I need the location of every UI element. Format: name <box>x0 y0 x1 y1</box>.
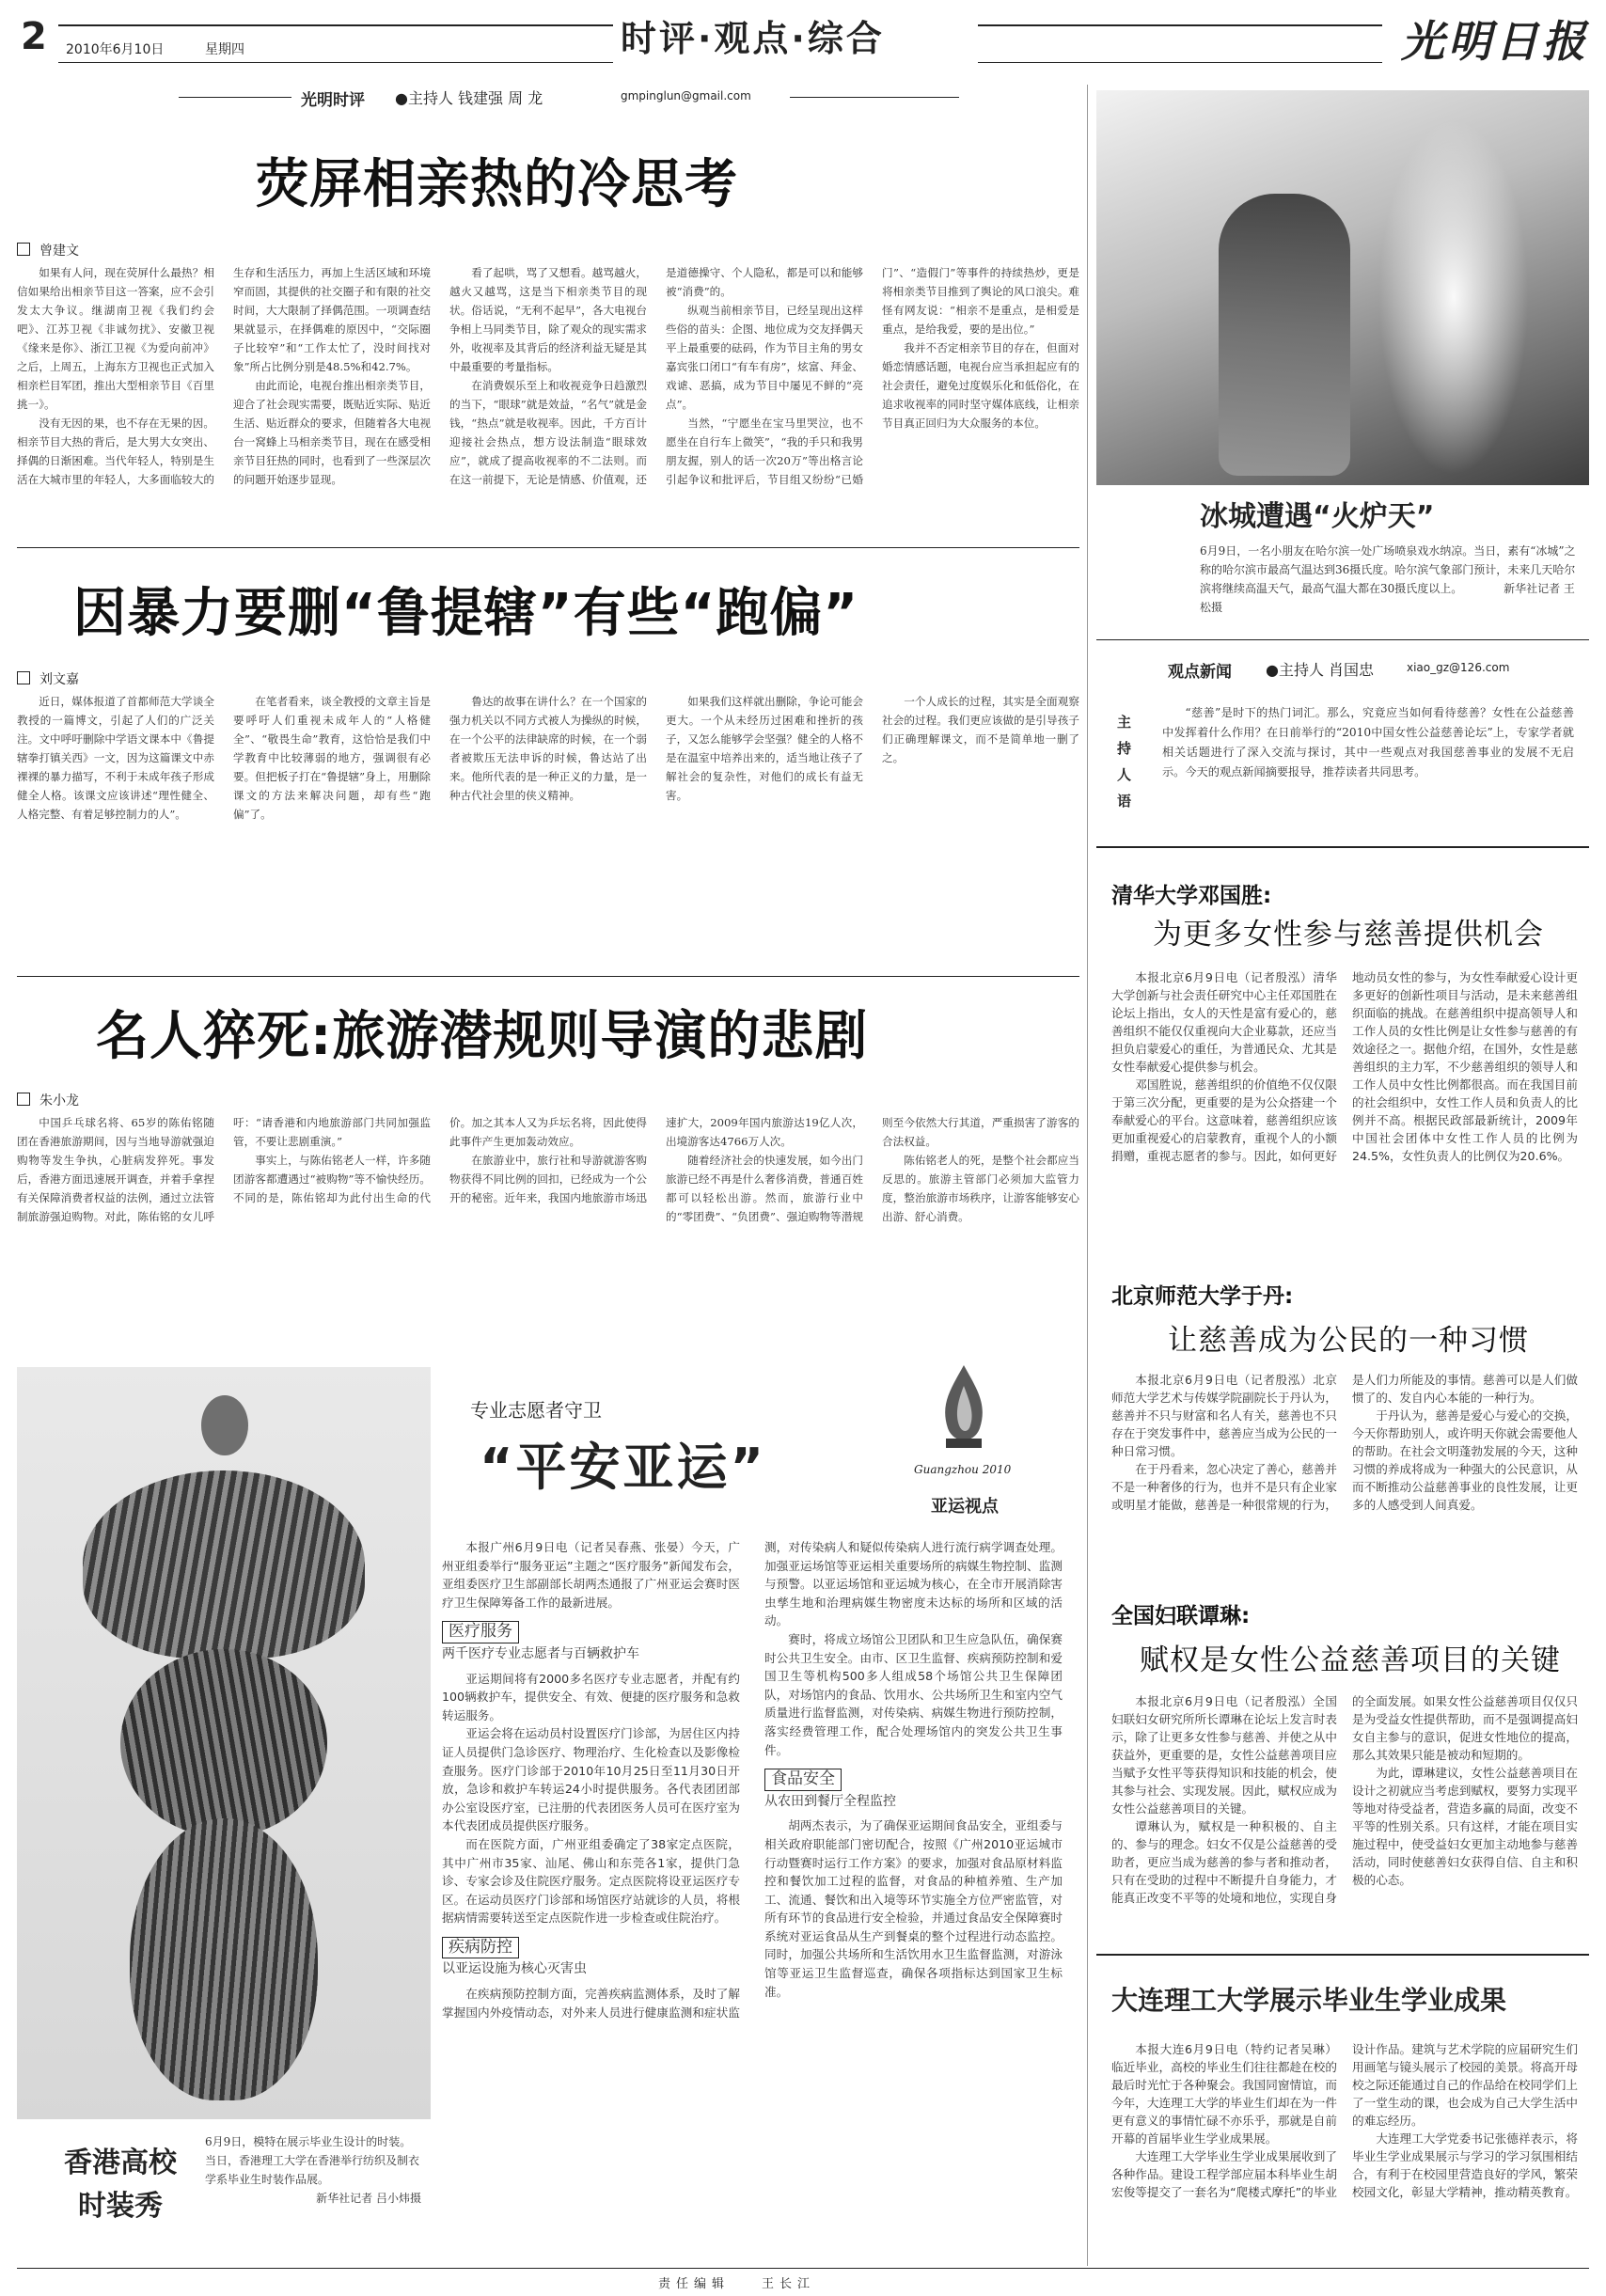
viewpoint-2-body <box>1111 1371 1578 1587</box>
paragraph: 纵观当前相亲节目，已经呈现出这样些俗的苗头：企图、地位成为交友择偶天平上最重要的砝码，作为节目主角的男女嘉宾张口闭口“有车有房”，炫富、拜金、戏谑、恶搞，成为节目中屡见不鲜的“亮点”。 <box>666 304 863 411</box>
viewpoint-bar <box>1096 658 1589 681</box>
disease-section-subtitle: 以亚运设施为核心灭害虫 <box>442 1961 587 1977</box>
viewpoint-1-title: 为更多女性参与慈善提供机会 <box>1153 918 1544 951</box>
garment-middle <box>120 1649 327 1837</box>
article-3-title: 名人猝死:旅游潜规则导演的悲剧 <box>96 1006 869 1067</box>
guangzhou-2010-logo <box>912 1358 1016 1499</box>
viewpoint-3-body <box>1111 1692 1578 1939</box>
viewpoint-label: 观点新闻 <box>1168 663 1232 682</box>
paragraph: 近日，媒体报道了首都师范大学谈全教授的一篇博文，引起了人们的广泛关注。文中呼吁删除中学语文课本中《鲁提辖拳打镇关西》一文，因为这篇课文中赤裸裸的暴力描写，不利于未成年孩子形成健全人格。该课文应该讲述“理性健全、人格完整、有着足够控制力的人”。 <box>17 695 214 821</box>
yayun-badge: 亚运视点 <box>931 1497 999 1517</box>
article-2-body <box>17 692 1079 961</box>
article-3-byline <box>17 1091 79 1109</box>
paragraph: 在疾病预防控制方面，完善疾病监测体系，及时了解掌握国内外疫情动态，对外来人员进行健康监测和症状监测，对传染病人和疑似传染病人进行流行病学调查处理。加强亚运场馆等亚运相关重要场所的病媒生物控制、监测与预警。以亚运场馆和亚运城为核心，在全市开展消除害虫孳生地和治理病媒生物密度未达标的场所和区域的活动。 <box>442 1540 1063 2020</box>
paragraph: 事实上，与陈佑铭老人一样，许多随团游客都遭遇过“被购物”等不愉快经历。不同的是，陈佑铭却为此付出生命的代价。加之其本人又为乒坛名将，因此使得此事件产生更加轰动效应。 <box>233 1116 647 1204</box>
host-words-block <box>1096 696 1589 837</box>
paragraph: 在消费娱乐至上和收视竞争日趋激烈的当下，“眼球”就是效益，“名气”就是金钱，“热点”就是收视率。因此，千方百计迎接社会热点，想方设法制造“眼球效应”，就成了提高收视率的不二法则。而在这一前提下，无论是情感、价值观，还是道德操守、个人隐私，都是可以和能够被“消费”的。 <box>449 266 863 486</box>
paragraph: 而在医院方面，广州亚组委确定了38家定点医院，其中广州市35家、汕尾、佛山和东莞各1家，提供门急诊、专家会诊及住院医疗服务。定点医院将设亚运医疗专区。在运动员医疗门诊部和场馆医疗站就诊的人员，将根据病情需要转送至定点医院作进一步检查或住院治疗。 <box>442 1836 740 1926</box>
paragraph: 在于丹看来，忽心决定了善心，慈善并不是一种奢侈的行为，也并不是只有企业家或明星才能做，慈善是一种很常规的行为，是人们力所能及的事情。慈善可以是人们做惯了的、发自内心本能的一种行为。 <box>1111 1373 1578 1512</box>
yayun-feature <box>442 1354 1081 2247</box>
paragraph: 本报大连6月9日电（特约记者吴琳）临近毕业，高校的毕业生们往往都趁在校的最后时光忙于各种聚会。我国同窗情谊，而今年，大连理工大学的毕业生们却在为一件更有意义的事情忙碌不亦乐乎，那就是自前开幕的首届毕业生学业成果展。 <box>1111 2042 1337 2146</box>
photo-credit: 新华社记者 王松摄 <box>1200 582 1575 614</box>
fountain-photo <box>1096 90 1589 485</box>
paragraph: 赛时，将成立场馆公卫团队和卫生应急队伍，确保赛时公共卫生安全。由市、区卫生监督、疾病预防控制和爱国卫生等机构500多人组成58个场馆公共卫生保障团队，对场馆内的食品、饮用水、公共场所卫生和室内空气质量进行监督监测，对传染病、病媒生物进行预防控制，落实经费管理工作，配合处理场馆内的突发公共卫生事件。 <box>764 1631 1063 1757</box>
paragraph: 邓国胜说，慈善组织的价值绝不仅仅限于第三次分配，更重要的是为公众搭建一个奉献爱心的平台。这意味着，慈善组织应该更加重视爱心的启蒙教育，重视个人的小额捐赠，重视志愿者的参与。因此，如何更好地动员女性的参与，为女性奉献爱心设计更多更好的创新性项目与活动，是未来慈善组织面临的挑战。在慈善组织中提高领导人和工作人员的女性比例是让女性参与慈善的有效途径之一。据他介绍，在国外，女性是慈善组织的主力军，不少慈善组织的领导人和工作人员中女性比例都很高。而在我国目前的社会组织中，女性工作人员和负责人的比例并不高。根据民政部最新统计，2009年中国社会团体中女性工作人员的比例为24.5%，女性负责人的比例仅为20.6%。 <box>1111 970 1578 1163</box>
disease-section-label: 疾病防控 <box>442 1937 519 1959</box>
commentary-email: gmpinglun@gmail.com <box>621 89 751 102</box>
host-words-text: “慈善”是时下的热门词汇。那么，究竟应当如何看待慈善？女性在公益慈善中发挥着什么作用？在日前举行的“2010中国女性公益慈善论坛”上，专家学者就相关话题进行了深入交流与探讨，其中一些观点对我国慈善事业的发展不无启示。今天的观点新闻摘要报导，推荐读者共同思考。 <box>1162 706 1574 778</box>
paragraph: 中国乒乓球名将、65岁的陈佑铭随团在香港旅游期间，因与当地导游就强迫购物等发生争执，心脏病发猝死。事发后，香港方面迅速展开调查，并着手拿捏有关保障消费者权益的法例，通过立法管制旅游强迫购物。对此，陈佑铭的女儿呼吁：“请香港和内地旅游部门共同加强监管，不要让悲剧重演。” <box>17 1116 431 1223</box>
viewpoint-host: ●主持人 肖国忠 <box>1266 661 1375 679</box>
garment-shoulders <box>83 1470 365 1659</box>
article-3-author: 朱小龙 <box>39 1093 79 1109</box>
medical-section-subtitle: 两千医疗专业志愿者与百辆救护车 <box>442 1645 639 1661</box>
issue-weekday: 星期四 <box>205 42 244 57</box>
yayun-body <box>442 1538 1063 2234</box>
paragraph: 于丹认为，慈善是爱心与爱心的交换，今天你帮助别人，或许明天你就会需要他人的帮助。在社会文明蓬勃发展的今天，这种习惯的养成将成为一种强大的公民意识，从而不断推动公益慈善事业的良性发展，让更多的人感受到人间真爱。 <box>1352 1408 1578 1512</box>
page-number: 2 <box>21 15 47 58</box>
article-1-byline <box>17 241 79 259</box>
paragraph: 一个人成长的过程，其实是全面观察社会的过程。我们更应该做的是引导孩子们正确理解课文，而不是简单地一删了之。 <box>882 695 1079 764</box>
viewpoint-1-speaker: 清华大学邓国胜: <box>1111 884 1272 908</box>
viewpoint-1-body <box>1111 968 1578 1241</box>
paragraph: 如果我们这样就出删除，争论可能会更大。一个从未经历过困难和挫折的孩子，又怎么能够学会坚强？健全的人格不是在温室中培养出来的，适当地让孩子了解社会的复杂性，对他们的成长有益无害。 <box>666 695 863 802</box>
viewpoint-email: xiao_gz@126.com <box>1407 661 1510 674</box>
commentary-label: 光明时评 <box>301 91 365 110</box>
viewpoint-3-speaker: 全国妇联谭琳: <box>1111 1604 1251 1628</box>
commentary-host: ●主持人 钱建强 周 龙 <box>395 89 543 107</box>
paragraph: 亚运会将在运动员村设置医疗门诊部，为居住区内持证人员提供门急诊医疗、物理治疗、生化检查以及影像检查服务。医疗门诊部于2010年10月25日至11月30日开放，急诊和救护车转运24小时提供服务。各代表团团部办公室设医疗室，已注册的代表团医务人员可在医疗室为本代表团成员提供医疗服务。 <box>442 1726 740 1833</box>
garment-bottom <box>130 1818 318 2100</box>
paragraph: 没有无因的果，也不存在无果的因。相亲节目大热的背后，是大男大女突出、择偶的日渐困难。当代年轻人，特别是生活在大城市里的年轻人，大多面临较大的生存和生活压力，再加上生活区域和环境窄而固，其提供的社交圈子和有限的社交时间，大大限制了择偶范围。一项调查结果就显示，在择偶难的原因中，“交际圈子比较窄”和“工作太忙了，没时间找对象”所占比例分别是48.5%和42.7%。 <box>17 266 431 486</box>
paragraph: 胡两杰表示，为了确保亚运期间食品安全，亚组委与相关政府职能部门密切配合，按照《广州2010亚运城市行动暨赛时运行工作方案》的要求，加强对食品原材料监控和餐饮加工过程的监督，对食品的种植养殖、生产加工、流通、餐饮和出入境等环节实施全方位严密监管，对所有环节的食品进行安全检验，并通过食品安全保障赛时系统对亚运食品从生产到餐桌的整个过程进行动态监控。同时，加强公共场所和生活饮用水卫生监督监测，对游泳馆等亚运卫生监督巡查，确保各项指标达到国家卫生标准。 <box>764 1818 1063 1999</box>
torch-icon <box>912 1358 1016 1461</box>
article-3-body <box>17 1113 1079 1354</box>
yayun-kicker: 专业志愿者守卫 <box>470 1399 602 1422</box>
photo-caption <box>1200 542 1578 617</box>
child-figure <box>1219 194 1350 476</box>
caption-text: 6月9日，一名小朋友在哈尔滨一处广场喷泉戏水纳凉。当日，素有“冰城”之称的哈尔滨市最高气温达到36摄氏度。哈尔滨气象部门预计，未来几天哈尔滨将继续高温天气，最高气温大都在30摄氏度以上。 <box>1200 544 1576 595</box>
article-2-byline <box>17 669 79 688</box>
viewpoint-2-title: 让慈善成为公民的一种习惯 <box>1168 1324 1529 1358</box>
food-section-subtitle: 从农田到餐厅全程监控 <box>764 1793 896 1809</box>
article-1-body <box>17 263 1079 534</box>
photo-title: 冰城遭遇“火炉天” <box>1200 500 1435 533</box>
article-1-title: 荧屏相亲热的冷思考 <box>256 154 738 215</box>
paragraph: 如果有人问，现在荧屏什么最热？相信如果给出相亲节目这一答案，应不会引发太大争议。继湖南卫视《我们约会吧》、江苏卫视《非诚勿扰》、安徽卫视《缘来是你》、浙江卫视《为爱向前冲》之后，上周五，上海东方卫视也正式加入相亲栏目军团，推出大型相亲节目《百里挑一》。 <box>17 266 214 411</box>
paragraph: 本报北京6月9日电（记者殷泓）北京师范大学艺术与传媒学院副院长于丹认为，慈善并不只与财富和名人有关，慈善也不只存在于突发事件中，慈善应当成为公民的一种日常习惯。 <box>1111 1373 1337 1458</box>
paragraph: 为此，谭琳建议，女性公益慈善项目在设计之初就应当考虑到赋权，要努力实现平等地对待受益者，营造多赢的局面，改变不平等的性别关系。只有这样，才能在项目实施过程中，使受益妇女更加主动地参与慈善活动，同时使慈善妇女获得自信、自主和积极的心态。 <box>1352 1766 1578 1887</box>
fashion-caption-box <box>17 2123 431 2264</box>
paragraph: 谭琳认为，赋权是一种积极的、自主的、参与的理念。妇女不仅是公益慈善的受助者，更应当成为慈善的参与者和推动者，只有在受助的过程中不断提升自身能力，才能真正改变不平等的处境和地位，实现自身的全面发展。如果女性公益慈善项目仅仅只是为受益女性提供帮助，而不是强调提高妇女自主参与的意识，促进女性地位的提高，那么其效果只能是被动和短期的。 <box>1111 1694 1578 1905</box>
editor-label: 责任编辑 <box>658 2277 731 2291</box>
page-header <box>0 0 1606 73</box>
food-section-label: 食品安全 <box>764 1769 842 1791</box>
paragraph: 本报广州6月9日电（记者吴春燕、张晏）今天，广州亚组委举行“服务亚运”主题之“医疗服务”新闻发布会，亚组委医疗卫生部副部长胡两杰通报了广州亚运会赛时医疗卫生保障筹备工作的最新进展。 <box>442 1540 740 1610</box>
article-2-author: 刘文嘉 <box>39 672 79 687</box>
commentary-bar <box>0 85 1081 109</box>
paragraph: 鲁达的故事在讲什么？在一个国家的强力机关以不同方式被人为操纵的时候，在一个公平的法律缺席的时候，在一个弱者被欺压无法申诉的时候，鲁达站了出来。他所代表的是一种正义的力量，是一种古代社会里的侠义精神。 <box>449 695 647 802</box>
viewpoint-2-speaker: 北京师范大学于丹: <box>1111 1284 1294 1309</box>
dalian-body <box>1111 2040 1578 2262</box>
water-spray <box>1378 118 1529 476</box>
editor-name: 王长江 <box>762 2277 816 2291</box>
paragraph: 本报北京6月9日电（记者殷泓）清华大学创新与社会责任研究中心主任邓国胜在论坛上指出，女人的天性是富有爱心的，慈善组织不能仅仅重视向大企业募款，还应当担负启蒙爱心的重任，为普通民众、尤其是女性奉献爱心提供参与机会。 <box>1111 970 1337 1074</box>
paragraph: 我并不否定相亲节目的存在，但面对婚恋情感话题，电视台应当承担起应有的社会责任，避免过度娱乐化和低俗化，在追求收视率的同时坚守媒体底线，让相亲节目真正回归为大众服务的本位。 <box>882 341 1079 430</box>
photo-caption-box <box>1096 489 1589 621</box>
footer <box>0 2268 1606 2292</box>
viewpoint-3-title: 赋权是女性公益慈善项目的关键 <box>1140 1643 1561 1677</box>
issue-date: 2010年6月10日 <box>66 42 165 57</box>
paragraph: 由此而论，电视台推出相亲类节目，迎合了社会现实需要，既贴近实际、贴近生活、贴近群众的要求，但随着各大电视台一窝蜂上马相亲类节目，现在在感受相亲节目狂热的同时，也看到了一些深层次的问题开始逐步显现。 <box>233 379 431 486</box>
host-words-label: 主持人语 <box>1117 714 1132 810</box>
logo-text: Guangzhou 2010 <box>914 1463 1012 1476</box>
article-2-title: 因暴力要删“鲁提辖”有些“跑偏” <box>73 583 859 644</box>
article-1-author: 曾建文 <box>39 244 79 259</box>
paragraph: 在笔者看来，谈全教授的文章主旨是要呼吁人们重视未成年人的“人格健全”、“敬畏生命”教育，这恰恰是我们中学教育中比较薄弱的地方，强调很有必要。但把板子打在“鲁提辖”身上，用删除课文的方法来解决问题，却有些“跑偏”了。 <box>233 695 431 821</box>
model-head <box>201 1395 248 1455</box>
caption-text: 6月9日，模特在展示毕业生设计的时装。当日，香港理工大学在香港举行纺织及制衣学系毕业生时装作品展。 <box>205 2135 420 2186</box>
paragraph: 亚运期间将有2000多名医疗专业志愿者，并配有约100辆救护车，提供安全、有效、便捷的医疗服务和急救转运服务。 <box>442 1671 740 1722</box>
paragraph: 随着经济社会的快速发展，如今出门旅游已经不再是什么奢侈消费，普通百姓都可以轻松出游。然而，旅游行业中的“零团费”、“负团费”、强迫购物等潜规则至今依然大行其道，严重损害了游客的合法权益。 <box>666 1116 1079 1223</box>
yayun-title: “平安亚运” <box>480 1438 766 1497</box>
fashion-title: 香港高校时装秀 <box>64 2147 177 2223</box>
dalian-title: 大连理工大学展示毕业生学业成果 <box>1111 1985 1507 2016</box>
paragraph: 看了起哄，骂了又想看。越骂越火，越火又越骂，这是当下相亲类节目的现状。俗话说，“无利不起早”，各大电视台争相上马同类节目，除了观众的现实需求外，收视率及其背后的经济利益无疑是其中最重要的考量指标。 <box>449 266 647 373</box>
medical-section-label: 医疗服务 <box>442 1621 519 1643</box>
paragraph: 大连理工大学党委书记张德祥表示，将毕业生学业成果展示与学习的学习氛围相结合，有利于在校园里营造良好的学风，繁荣校园文化，彰显大学精神，推动精英教育。 <box>1352 2131 1578 2199</box>
fashion-caption <box>205 2132 421 2208</box>
section-title: 时评·观点·综合 <box>621 18 885 59</box>
paragraph: 陈佑铭老人的死，是整个社会都应当反思的。旅游主管部门必须加大监管力度，整治旅游市场秩序，让游客能够安心出游、舒心消费。 <box>882 1154 1079 1223</box>
fashion-photo <box>17 1367 431 2119</box>
paragraph: 大连理工大学毕业生学业成果展收到了各种作品。建设工程学部应届本科毕业生胡宏俊等提交了一套名为“爬楼式摩托”的毕业设计作品。建筑与艺术学院的应届研究生们用画笔与镜头展示了校园的美景。将高开母校之际还能通过自己的作品给在校同学们上了一堂生动的课，也会成为自己大学生活中的难忘经历。 <box>1111 2042 1578 2199</box>
photo-credit: 新华社记者 吕小炜摄 <box>316 2192 421 2205</box>
masthead-logo: 光明日报 <box>1401 16 1589 67</box>
paragraph: 在旅游业中，旅行社和导游就游客购物获得不同比例的回扣，已经成为一个公开的秘密。近年来，我国内地旅游市场迅速扩大，2009年国内旅游达19亿人次，出境游客达4766万人次。 <box>449 1116 863 1204</box>
paragraph: 当然，“宁愿坐在宝马里哭泣，也不愿坐在自行车上微笑”，“我的手只和我男朋友握，别人的话一次20万”等出格言论引起争议和批评后，节目组又纷纷“已婚门”、“造假门”等事件的持续热炒，更是将相亲类节目推到了舆论的风口浪尖。难怪有网友说：“相亲不是重点，是相爱是重点，是给我爱，要的是出位。” <box>666 266 1079 486</box>
paragraph: 本报北京6月9日电（记者殷泓）全国妇联妇女研究所所长谭琳在论坛上发言时表示，除了让更多女性参与慈善、并使之从中获益外，更重要的是，女性公益慈善项目应当赋予女性平等获得知识和技能的机会，使其参与社会、实现发展。因此，赋权应成为女性公益慈善项目的关键。 <box>1111 1694 1337 1816</box>
